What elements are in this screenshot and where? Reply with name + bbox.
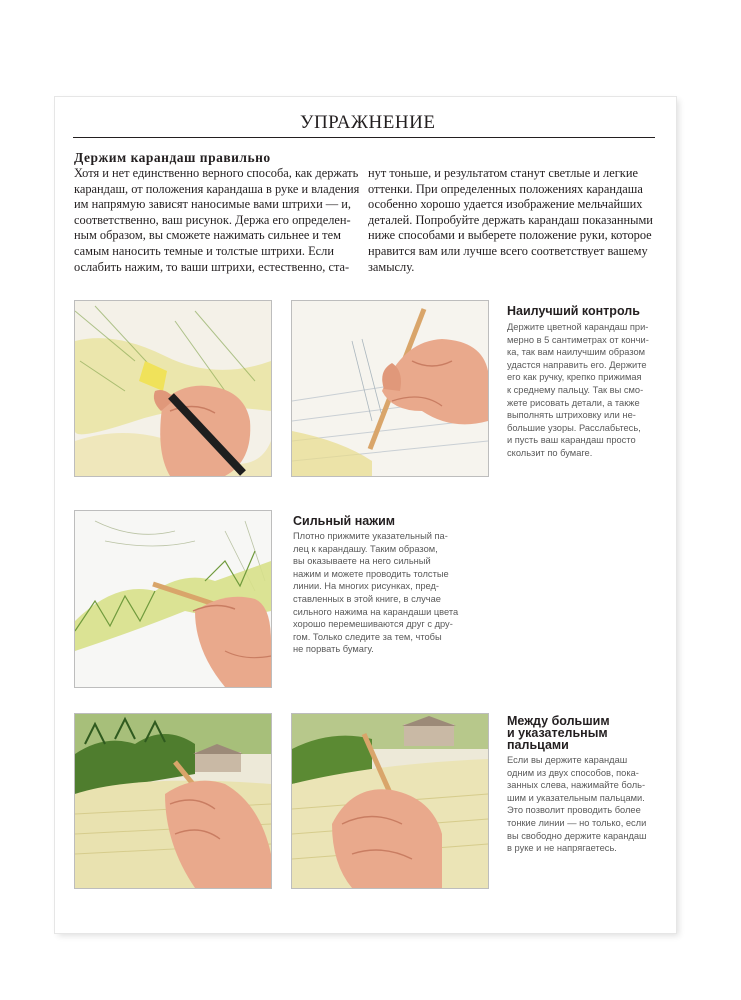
section-title: Держим карандаш правильно [74,150,271,165]
page-heading: УПРАЖНЕНИЕ [300,112,436,133]
text-line: нут тоньше, и результатом станут светлые и легкие [368,166,638,180]
text-line: особенно хорошо удается изображение мельчайших [368,197,643,212]
caption-line: не порвать бумагу. [293,644,374,655]
caption-line: ставленных в этой книге, в случае [293,593,441,604]
text-line: деталей. Попробуйте держать карандаш показанными [368,212,653,227]
text-line: замыслу. [368,259,415,274]
caption-line: вы свободно держите карандаш [507,830,647,841]
photo-thumb-index-grip-illustration [292,714,488,888]
photo-best-control [291,300,489,477]
caption-line: сильного нажима на карандаши цвета [293,606,459,617]
caption-line: его как ручку, крепко прижимая [507,372,642,383]
caption-best-control [507,305,649,460]
caption-title: Наилучший контроль [507,304,640,318]
caption-line: в руке и не напрягаетесь. [507,843,617,854]
caption-line: Плотно прижмите указательный па- [293,531,448,541]
caption-title: и указательным [507,726,608,740]
photo-landscape-side-grip-illustration [75,714,271,888]
photo-black-pencil-illustration [75,301,271,476]
caption-line: Если вы держите карандаш [507,755,628,765]
caption-between-fingers [507,715,647,855]
caption-line: выполнять штриховку или не- [507,410,636,421]
body-text-left [74,166,360,275]
caption-line: скользит по бумаге. [507,447,593,458]
caption-line: нажим и можете проводить толстые [293,568,449,579]
photo-landscape-side-grip [74,713,272,889]
caption-line: гом. Только следите за тем, чтобы [293,631,442,642]
caption-line: линии. На многих рисунках, пред- [293,581,440,592]
caption-line: Держите цветной карандаш при- [507,322,649,332]
caption-line: лец к карандашу. Таким образом, [293,543,438,554]
photo-strong-pressure-illustration [75,511,271,687]
photo-best-control-illustration [292,301,488,476]
caption-line: и пусть ваш карандаш просто [507,435,636,446]
caption-line: занных слева, нажимайте боль- [507,780,646,791]
text-line: самым наносить темные и толстые штрихи. Если [74,243,334,258]
caption-title: Сильный нажим [293,514,396,528]
caption-line: одним из двух способов, пока- [507,767,639,778]
text-line: им напрямую зависят наносимые вами штрихи — и, [74,197,352,212]
caption-line: большие узоры. Расслабьтесь, [507,422,641,433]
text-line: нравится вам или лучше всего соответствует вашему [368,243,648,258]
caption-line: хорошо перемешиваются друг с дру- [293,619,453,630]
heading-rule [73,137,655,138]
caption-line: вы оказываете на него сильный [293,556,431,567]
caption-line: удастся направить его. Держите [507,359,647,370]
caption-line: к среднему пальцу. Так вы смо- [507,384,644,395]
text-line: оттенки. При определенных положениях карандаша [368,181,643,196]
photo-thumb-index-grip [291,713,489,889]
text-line: соответственно, ваш рисунок. Держа его определен- [74,212,351,227]
caption-title: пальцами [507,738,569,752]
caption-line: мерно в 5 сантиметрах от кончи- [507,334,649,345]
body-text-right [368,166,656,275]
caption-line: шим и указательным пальцами. [507,792,645,803]
caption-line: ка, так вам наилучшим образом [507,347,646,358]
caption-strong-pressure [293,515,458,656]
caption-title: Между большим [507,714,610,728]
caption-line: Это позволит проводить более [507,805,641,816]
caption-line: тонкие линии — но только, если [507,817,647,828]
text-line: ным образом, вы сможете нажимать сильнее и тем [74,228,341,243]
photo-black-pencil-grip [74,300,272,477]
text-line: ослабить нажим, то ваши штрихи, естественно, ста- [74,259,350,274]
text-line: Хотя и нет единственно верного способа, как держать [74,166,359,180]
text-line: ниже способами и выберете положение руки, которое [368,228,652,243]
caption-line: жете рисовать детали, а также [507,397,640,408]
text-line: карандаш, от положения карандаша в руке и владения [74,181,360,196]
photo-strong-pressure [74,510,272,688]
